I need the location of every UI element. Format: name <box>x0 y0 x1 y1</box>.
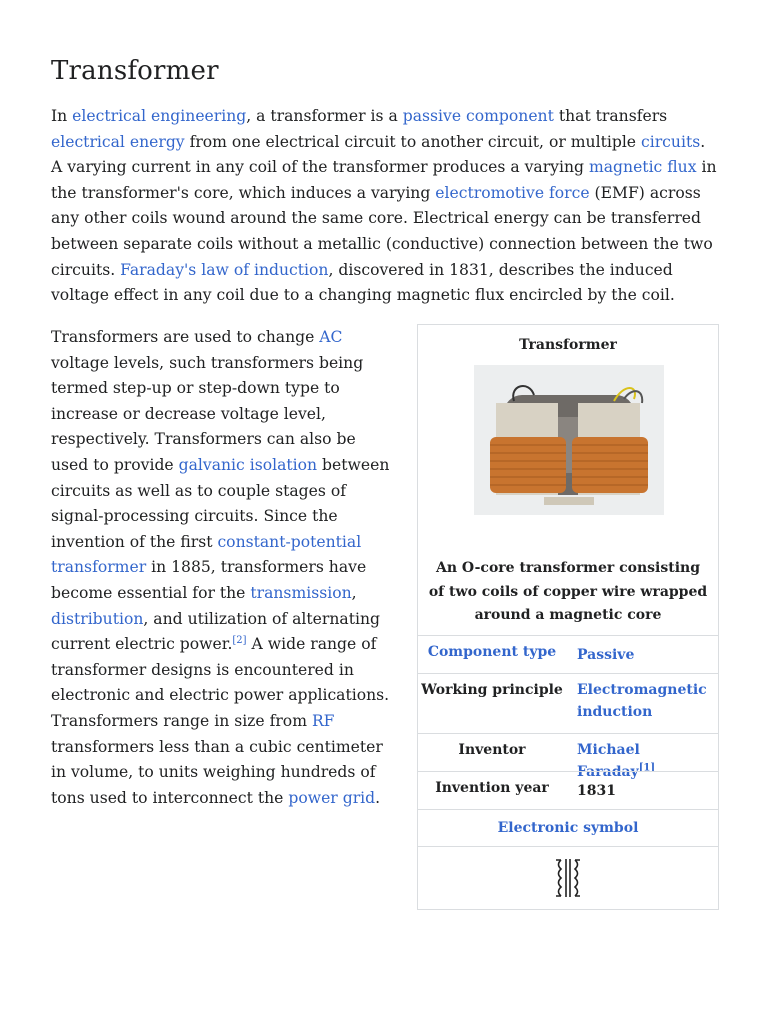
inventor-label: Inventor <box>458 742 526 758</box>
link-power-grid[interactable]: power grid <box>288 788 376 807</box>
text-run: In <box>51 107 73 125</box>
component-type-label[interactable]: Component type <box>427 644 557 660</box>
link-electromotive-force[interactable]: electromotive force <box>435 183 590 202</box>
invention-year-label: Invention year <box>435 780 549 796</box>
link-electrical-engineering[interactable]: electrical engineering <box>72 107 247 125</box>
link-distribution[interactable]: distribution <box>51 609 144 628</box>
link-magnetic-flux[interactable]: magnetic flux <box>588 158 697 177</box>
text-run: (EMF) across any other coils wound around the same core. Electrical energy can be transferred between separate coils without a metallic (conductive) connection between the two circuits. <box>51 183 713 279</box>
text-run: from one electrical circuit to another circuit, or multiple <box>184 132 641 151</box>
text-run: Transformers are used to change <box>51 328 320 346</box>
text-run: , <box>351 583 357 602</box>
transformer-photo[interactable] <box>474 365 664 515</box>
link-electrical-energy[interactable]: electrical energy <box>51 132 185 151</box>
infobox-row-working-principle <box>418 673 718 734</box>
infobox-row-invention-year <box>418 771 718 810</box>
inventor-link[interactable]: Michael Faraday <box>577 742 640 780</box>
component-type-value[interactable]: Passive <box>577 647 635 663</box>
infobox-row-component-type <box>418 635 718 674</box>
infobox-row-inventor <box>418 733 718 780</box>
invention-year-value: 1831 <box>577 783 616 799</box>
body-paragraph <box>51 325 391 811</box>
link-circuits[interactable]: circuits <box>641 132 701 151</box>
citation-link[interactable]: [2] <box>232 634 247 646</box>
text-run: , a transformer is a <box>246 107 403 125</box>
electronic-symbol-row <box>418 846 718 909</box>
electronic-symbol-link[interactable]: Electronic symbol <box>497 820 639 836</box>
text-run: between circuits as well as to couple stages of signal-processing circuits. Since the invention of the first <box>51 455 390 551</box>
link-passive-component[interactable]: passive component <box>402 107 554 125</box>
link-ac[interactable]: AC <box>319 328 343 346</box>
text-run: , and utilization of alternating current electric power. <box>51 609 380 654</box>
link-constant-potential-transformer[interactable]: constant-potential transformer <box>51 532 362 577</box>
link-faraday-s-law-of-induction[interactable]: Faraday's law of induction <box>120 260 329 279</box>
electronic-symbol-header <box>418 809 718 846</box>
working-principle-label: Working principle <box>421 682 563 698</box>
page-title: Transformer <box>51 56 219 86</box>
text-run: voltage levels, such transformers being termed step-up or step-down type to increase or decrease voltage level, respectively. Transformers can also be used to provide <box>51 353 364 474</box>
text-run: in the transformer's core, which induces a varying <box>51 158 717 202</box>
text-run: . <box>375 788 381 807</box>
infobox-title: Transformer <box>519 337 617 353</box>
working-principle-value[interactable]: Electromagnetic induction <box>577 682 707 720</box>
text-run: . A varying current in any coil of the transformer produces a varying <box>51 132 706 177</box>
text-run: in 1885, transformers have become essential for the <box>51 558 367 602</box>
text-run: A wide range of transformer designs is encountered in electronic and electric power applications. Transformers range in size from <box>51 635 390 730</box>
text-run: transformers less than a cubic centimeter in volume, to units weighing hundreds of tons used to interconnect the <box>51 737 383 807</box>
infobox <box>417 324 719 910</box>
text-run: , discovered in 1831, describes the induced voltage effect in any coil due to a changing magnetic flux encircled by the coil. <box>51 260 675 305</box>
text-run: that transfers <box>553 107 668 125</box>
link-galvanic-isolation[interactable]: galvanic isolation <box>178 455 318 474</box>
transformer-symbol-icon[interactable] <box>548 856 588 900</box>
infobox-caption: An O-core transformer consisting of two coils of copper wire wrapped around a magnetic core <box>428 560 708 623</box>
intro-paragraph <box>51 104 721 309</box>
inventor-citation[interactable]: [1] <box>638 762 656 774</box>
link-transmission[interactable]: transmission <box>250 583 352 602</box>
link-rf[interactable]: RF <box>311 711 335 730</box>
